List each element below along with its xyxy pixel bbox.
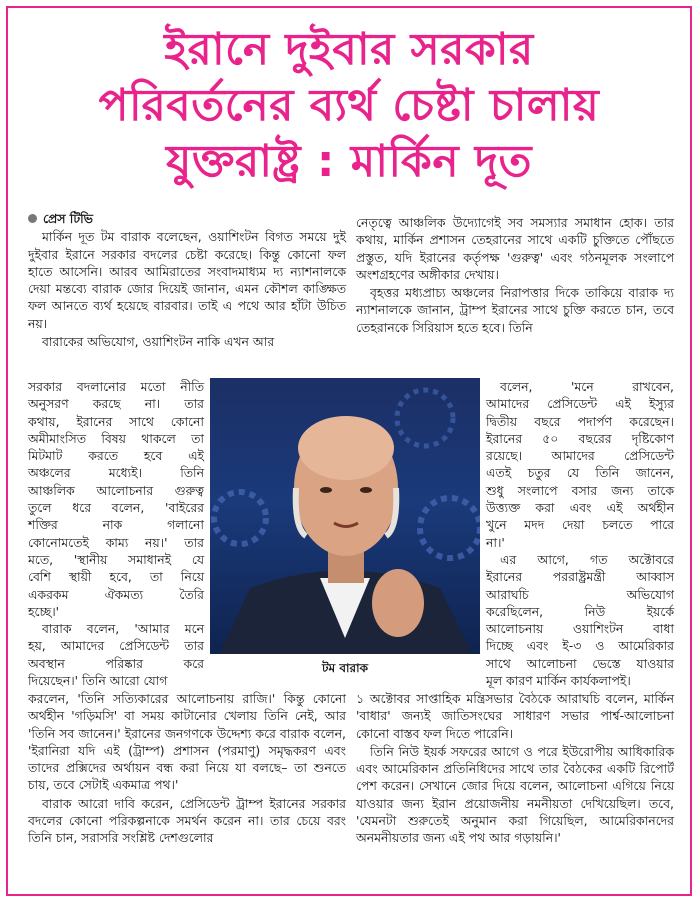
text-line: অমীমাংসিত বিষয় থাকলে তা (28, 430, 204, 446)
paragraph: নেতৃত্বে আঞ্চলিক উদ্যোগেই সব সমস্যার সমাধান হোক। তার কথায়, মার্কিন প্রশাসন তেহরানের সাথে একটি চুক্তিতে পৌঁছতে প্রস্তুত, যদি ইরানের কর্তৃপক্ষ 'গুরুত্ব' এবং গঠনমূলক সংলাপে অংশগ্রহণের অঙ্গীকার দেখায়। (356, 215, 674, 282)
text-line: বলেন, 'মনে রাখবেন, (500, 379, 674, 394)
portrait-photo (210, 378, 480, 654)
text-line: ইরানের ৫০ বছরের দৃষ্টিকোণ (486, 430, 674, 446)
text-line: শুধু সংলাপে বসার জন্য তাকে (486, 482, 674, 498)
headline-line-1: ইরানে দুইবার সরকার (164, 24, 534, 75)
paragraph: তিনি নিউ ইয়র্ক সফরের আগে ও পরে ইউরোপীয় আধিকারিক এবং আমেরিকান প্রতিনিধিদের সাথে তার বৈঠকের একটি রিপোর্ট পেশ করেন। সেখানে জোর দিয়ে বলেন, আলোচনা এগিয়ে নিয়ে যাওয়ার জন্য ইরান প্রয়োজনীয় নমনীয়তা দেখিয়েছিল। তবে, 'যেমনটা শুরুতেই অনুমান করা গিয়েছিল, আমেরিকানদের অনমনীয়তার জন্য এই পথ আর গড়ায়নি।' (356, 743, 674, 846)
text-line: আলোচনায় ওয়াশিংটন বাধা (486, 621, 674, 637)
right-column-top (356, 214, 674, 337)
portrait-illustration (210, 378, 480, 654)
headline (0, 22, 698, 190)
paragraph: বৃহত্তর মধ্যপ্রাচ্য অঞ্চলের নিরাপত্তার দিকে তাকিয়ে বারাক দ্য ন্যাশনালকে জানান, ট্রাম্প ইরানের সাথে চুক্তি করতে চান, তবে তেহরানকে সিরিয়াস হতে হবে। তিনি (356, 285, 674, 335)
left-column-bottom (28, 690, 346, 848)
text-line: এর আগে, গত অক্টোবরে (500, 551, 674, 567)
text-line: মিটমাট করতে হবে এই (28, 448, 204, 464)
text-line: সাথে আলোচনা ভেস্তে যাওয়ার (486, 655, 674, 671)
headline-line-2: পরিবর্তনের ব্যর্থ চেষ্টা চালায় (98, 80, 600, 131)
text-line: একরকম ঐকমত্য তৈরি (28, 586, 204, 602)
text-line: কোনোমতেই কাম্য নয়।' তার (28, 534, 204, 550)
text-line: দিচ্ছে এবং ই-৩ ও আমেরিকার (486, 638, 674, 654)
text-line: সরকার বদলানোর মতো নীতি (28, 379, 204, 394)
paragraph: বারাক আরো দাবি করেন, প্রেসিডেন্ট ট্রাম্প ইরানের সরকার বদলের কোনো পরিকল্পনাকে সমর্থন করেন না। তার চেয়ে বরং তিনি চান, সরাসরি সংশ্লিষ্ট দেশগুলোর (28, 795, 346, 846)
text-line: অনুসরণ করছে না। তার (28, 396, 204, 412)
text-line: না।' (486, 534, 505, 550)
text-line: হচ্ছে।' (28, 603, 60, 619)
photo-caption: টম বারাক (321, 661, 368, 675)
text-line: ইরানের পররাষ্ট্রমন্ত্রী আব্বাস (486, 569, 674, 585)
text-line: বেশি স্থায়ী হবে, তা নিয়ে (28, 569, 204, 585)
text-line: তুলে ধরে বলেন, 'বাইরের (28, 500, 204, 516)
headline-line-3: যুক্তরাষ্ট্র : মার্কিন দূত (165, 136, 533, 187)
paragraph: ১ অক্টোবর সাপ্তাহিক মন্ত্রিসভার বৈঠকে আরাঘচি বলেন, মার্কিন 'বাধার' জন্যই জাতিসংঘের সাধারণ সভার পার্শ্ব-আলোচনা কোনো বাস্তব ফল দিতে পারেনি। (356, 691, 674, 741)
text-line: এতই চতুর যে তিনি জানেন, (486, 465, 674, 481)
right-column-wrapped (486, 378, 674, 689)
text-line: আঞ্চলিক আলোচনার গুরুত্ব (28, 482, 204, 498)
bullet-icon (28, 214, 37, 223)
paragraph: বারাকের অভিযোগ, ওয়াশিংটন নাকি এখন আর (42, 334, 275, 350)
text-line: কথায়, ইরানের সাথে কোনো (28, 413, 204, 429)
text-line: উত্ত্যক্ত করা এবং এই অর্থহীন (486, 500, 674, 516)
paragraph: করলেন, 'তিনি সত্যিকারের আলোচনায় রাজি।' কিন্তু কোনো অর্থহীন 'গড়িমসি' বা সময় কাটানোর খেলায় তিনি নেই, আর 'তিনি সব জানেন।' ইরানের জনগণকে উদ্দেশ্য করে বারাক বলেন, 'ইরানিরা যদি এই (ট্রাম্প) প্রশাসন (পরমাণু) সমৃদ্ধকরণ এবং তাদের প্রক্সিদের অর্থায়ন বন্ধ করা নিয়ে যা বলছে– তা শুনতে চায়, তবে সেটাই একমাত্র পথ।' (28, 691, 346, 793)
left-column-top (28, 210, 346, 351)
text-line: শক্তির নাক গলানো (28, 517, 204, 533)
text-line: হয়, আমাদের প্রেসিডেন্ট তার (28, 638, 204, 654)
text-line: বারাক বলেন, 'আমার মনে (42, 621, 204, 637)
text-line: মতে, 'স্থানীয় সমাধানই যে (28, 551, 204, 567)
text-line: দিয়েছেন।' তিনি আরো যোগ (28, 673, 168, 689)
paragraph: মার্কিন দূত টম বারাক বলেছেন, ওয়াশিংটন বিগত সময়ে দুই দুইবার ইরানে সরকার বদলের চেষ্টা করেছে। কিন্তু কোনো ফল হাতে আসেনি। আরব আমিরাতের সংবাদমাধ্যম দ্য ন্যাশনালকে দেয়া মন্তব্যে বারাক জোর দিয়েই জানান, এমন কৌশল কাঙ্ক্ষিত ফল আনতে ব্যর্থ হয়েছে বারবার। তাই এ পথে আর হাঁটা উচিত নয়। (28, 229, 346, 331)
text-line: অঞ্চলের মধ্যেই। তিনি (28, 465, 204, 481)
byline (28, 210, 346, 227)
text-line: খুনে মদদ দেয়া চলতে পারে (486, 517, 674, 533)
right-column-bottom (356, 690, 674, 848)
text-line: আরাঘচি অভিযোগ (486, 586, 674, 602)
byline-text: প্রেস টিভি (43, 211, 93, 226)
left-column-wrapped (28, 378, 204, 689)
text-line: দ্বিতীয় বছরে পদার্পণ করেছেন। (486, 413, 674, 429)
text-line: আমাদের প্রেসিডেন্ট এই ইস্যুর (486, 396, 674, 412)
text-line: করেছিলেন, নিউ ইয়র্কে (486, 603, 674, 619)
text-line: মূল কারণ মার্কিন কার্যকলাপই। (486, 673, 631, 689)
text-line: রয়েছে। আমাদের প্রেসিডেন্ট (486, 448, 674, 464)
text-line: অবস্থান পরিষ্কার করে (28, 655, 204, 671)
